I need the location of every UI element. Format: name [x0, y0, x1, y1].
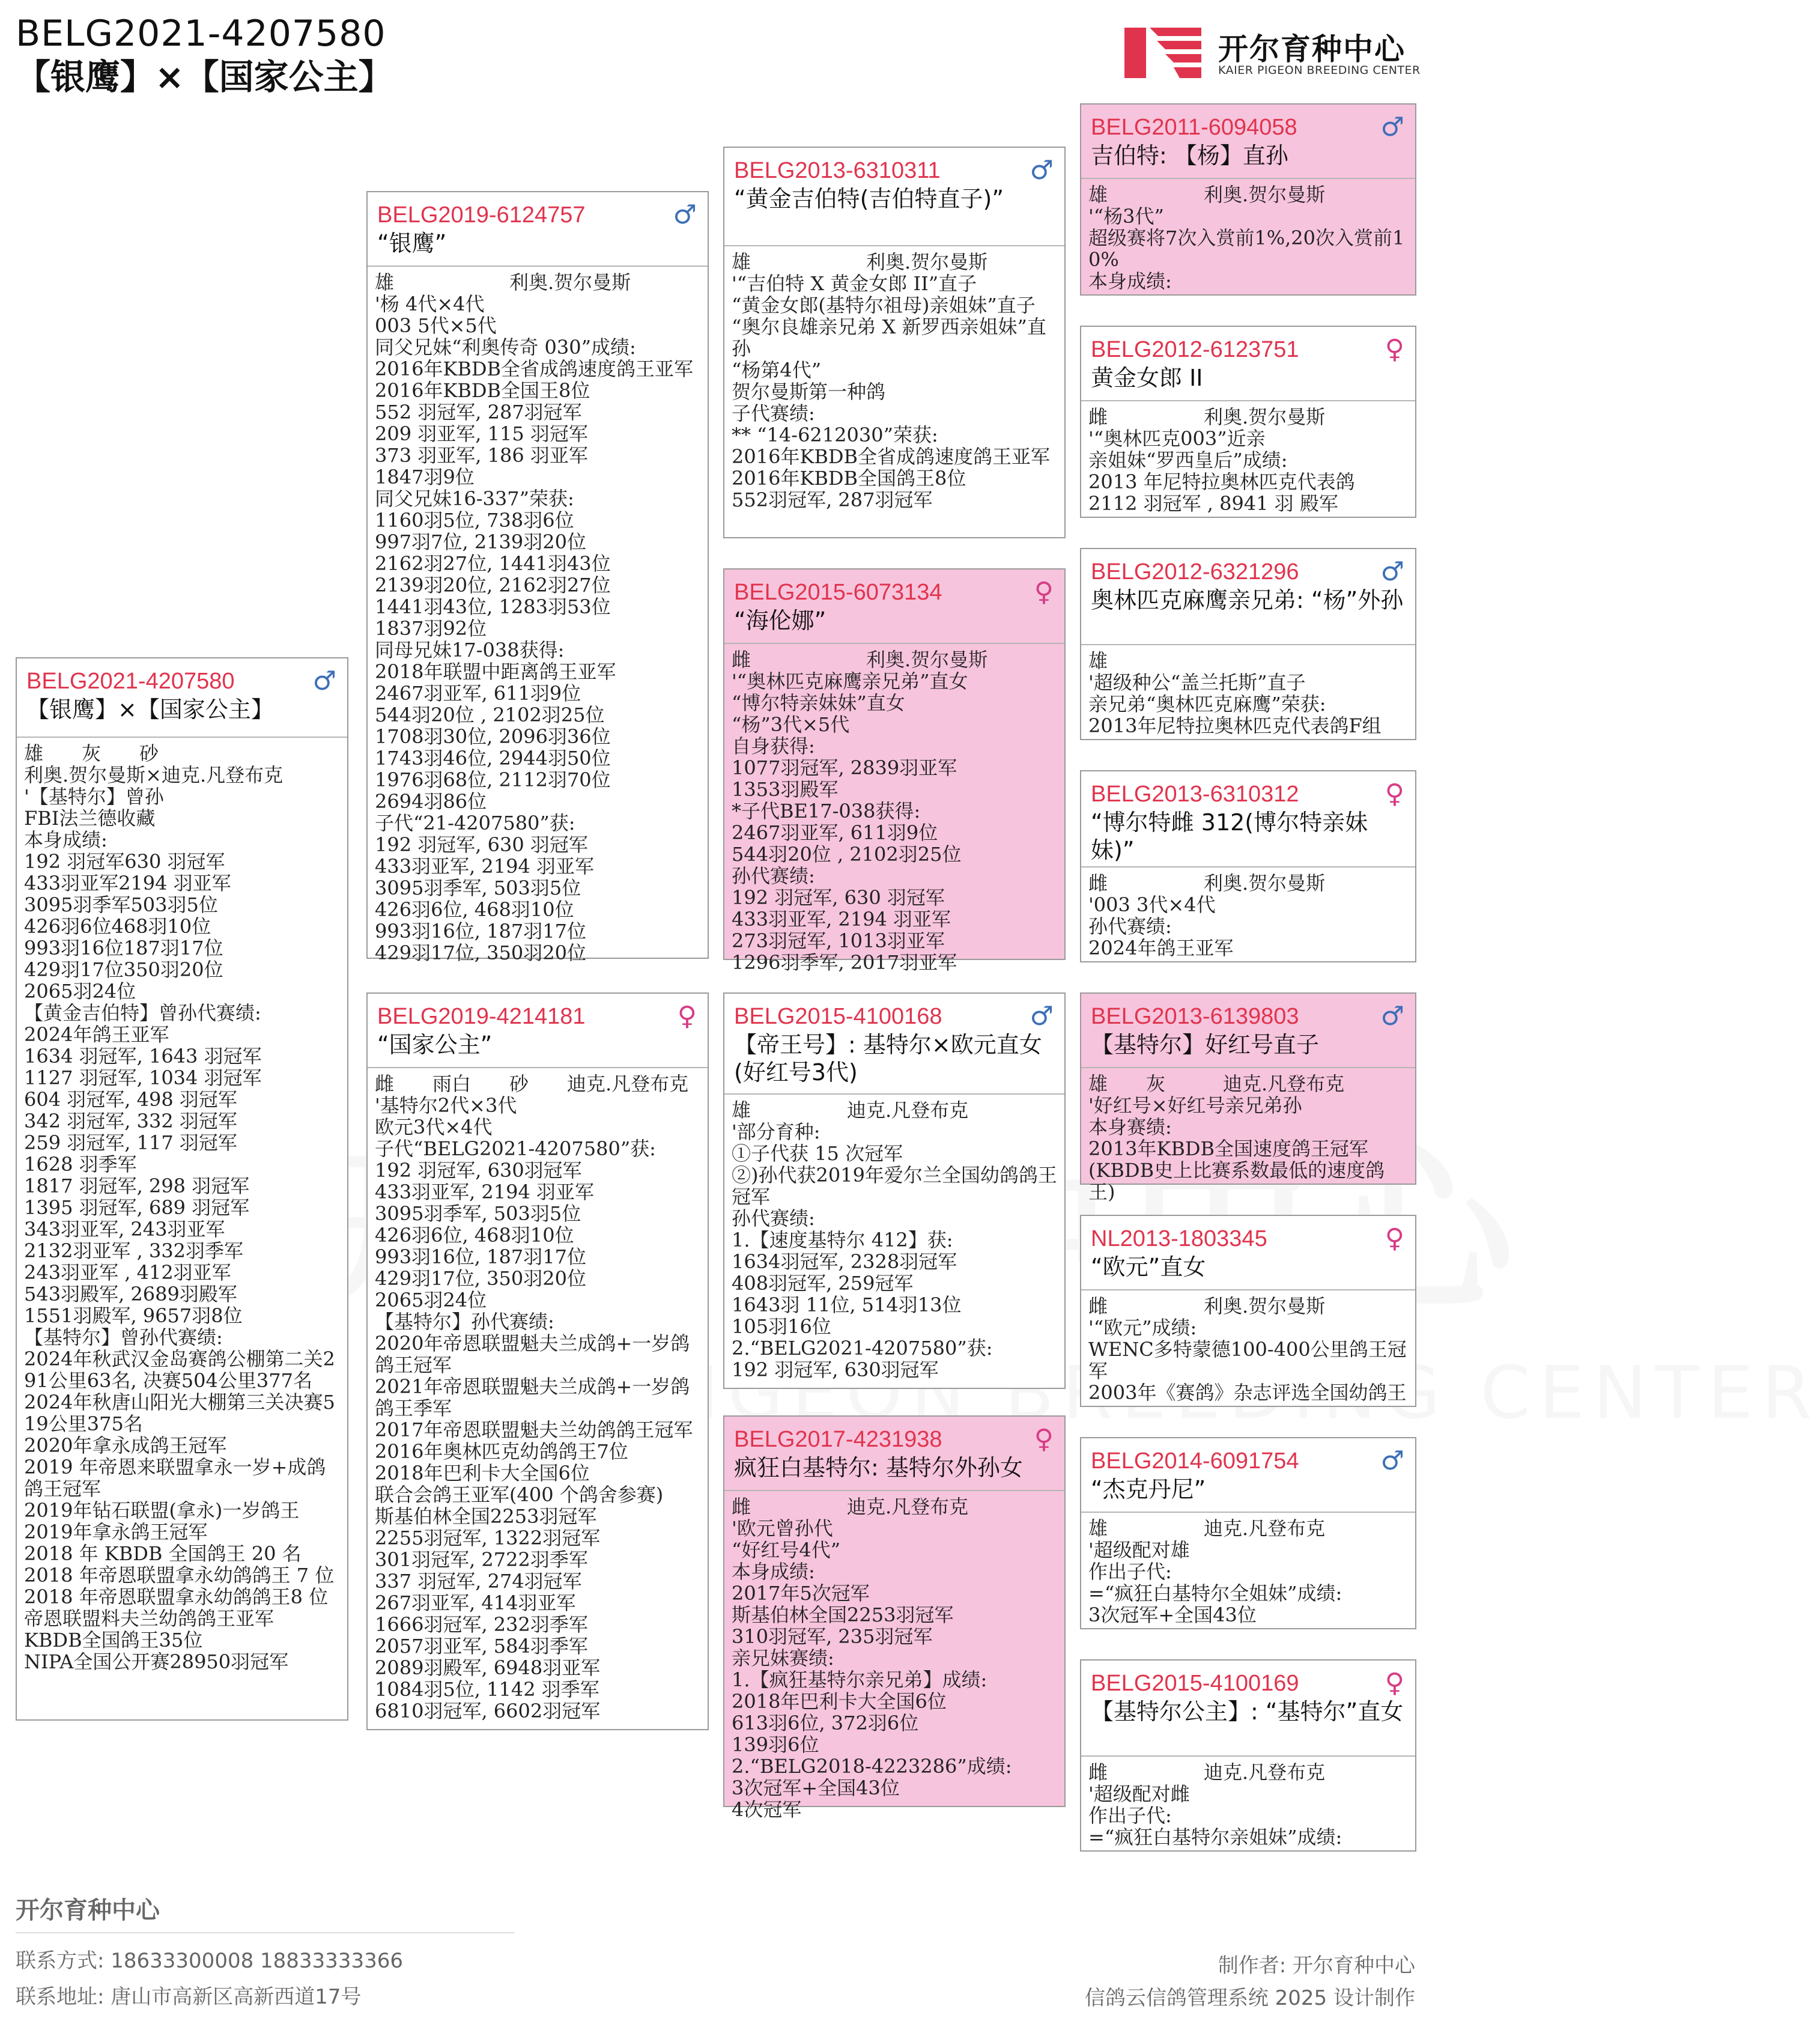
detail-line: 2057羽亚军, 584羽季军 — [375, 1635, 588, 1658]
detail-line: 267羽亚军, 414羽亚军 — [375, 1591, 576, 1614]
footer-title: 开尔育种中心 — [16, 1897, 160, 1924]
detail-line: 本身成绩: — [24, 828, 108, 851]
detail-line: 子代“BELG2021-4207580”获: — [375, 1137, 656, 1160]
female-icon: ♀ — [1034, 577, 1054, 607]
detail-line: 2018 年帝恩联盟拿永幼鸽鸽王 7 位 — [24, 1564, 335, 1587]
detail-line: 同父兄妹“利奥传奇 030”成绩: — [375, 336, 636, 359]
card-details — [1081, 645, 1415, 741]
pigeon-name: 疯狂白基特尔: 基特尔外孙女 — [734, 1454, 1023, 1481]
detail-line: 310羽冠军, 235羽冠军 — [732, 1625, 933, 1648]
ring-number: BELG2013-6310311 — [734, 158, 941, 183]
detail-line: 613羽6位, 372羽6位 — [732, 1712, 919, 1734]
card-details — [1081, 1290, 1415, 1408]
ring-number: BELG2017-4231938 — [734, 1427, 942, 1452]
card-details — [724, 1491, 1064, 1825]
ring-number: BELG2014-6091754 — [1091, 1448, 1299, 1474]
pigeon-name: 黄金女郎 II — [1091, 365, 1203, 391]
detail-line: “博尔特亲妹妹”直女 — [732, 691, 905, 714]
detail-line: “杨第4代” — [732, 359, 822, 381]
detail-line: 433羽亚军, 2194 羽亚军 — [375, 1181, 595, 1203]
card-details — [1081, 179, 1415, 297]
detail-line: 2.“BELG2021-4207580”获: — [732, 1337, 993, 1360]
card-details — [1081, 1513, 1415, 1630]
detail-line: 192 羽冠军, 630羽冠军 — [375, 1159, 582, 1182]
detail-line: “杨”3代×5代 — [732, 713, 850, 736]
detail-line: 2112 羽冠军 , 8941 羽 殿军 — [1088, 492, 1338, 515]
detail-line: 【基特尔】孙代赛绩: — [375, 1310, 554, 1333]
detail-line: 2017年帝恩联盟魁夫兰幼鸽鸽王冠军 — [375, 1418, 693, 1441]
detail-line: 1743羽46位, 2944羽50位 — [375, 747, 611, 770]
detail-line: 雌 利奥.贺尔曼斯 — [1088, 406, 1326, 428]
detail-line: 2024年秋武汉金岛赛鸽公棚第二关291公里63名, 决赛504公里377名 — [24, 1348, 335, 1392]
detail-line: 544羽20位 , 2102羽25位 — [732, 843, 962, 866]
detail-line: 433羽亚军, 2194 羽亚军 — [732, 908, 951, 931]
detail-line: ** “14-6212030”荣获: — [732, 424, 938, 446]
pigeon-name: 【基特尔公主】: “基特尔”直女 — [1091, 1698, 1404, 1725]
detail-line: 斯基伯林全国2253羽冠军 — [375, 1505, 597, 1528]
detail-line: 2024年鸽王亚军 — [1088, 937, 1234, 959]
detail-line: 1634 羽冠军, 1643 羽冠军 — [24, 1045, 262, 1068]
detail-line: 543羽殿军, 2689羽殿军 — [24, 1283, 237, 1305]
pigeon-name: 奥林匹克麻鹰亲兄弟: “杨”外孙 — [1091, 587, 1404, 613]
detail-line: 雌 迪克.凡登布克 — [1088, 1761, 1326, 1784]
ring-number: BELG2015-6073134 — [734, 580, 942, 605]
pigeon-name: “国家公主” — [377, 1032, 493, 1058]
detail-line: 【基特尔】曾孙代赛绩: — [24, 1326, 223, 1349]
detail-line: 2019 年帝恩来联盟拿永一岁+成鸽鸽王冠军 — [24, 1456, 326, 1500]
card-sdd[interactable] — [1080, 770, 1416, 962]
detail-line: 2162羽27位, 1441羽43位 — [375, 552, 611, 575]
female-icon: ♀ — [1385, 1668, 1404, 1698]
footer-system: 信鸽云信鸽管理系统 2025 设计制作 — [1084, 1986, 1415, 2010]
detail-line: 2017年5次冠军 — [732, 1582, 870, 1605]
detail-line: 192 羽冠军, 630 羽冠军 — [732, 886, 945, 909]
detail-line: 欧元3代×4代 — [375, 1116, 493, 1138]
card-dam-sire[interactable] — [723, 992, 1066, 1389]
detail-line: 552 羽冠军, 287羽冠军 — [375, 401, 582, 424]
detail-line: 同母兄妹17-038获得: — [375, 639, 565, 661]
detail-line: 2024年鸽王亚军 — [24, 1023, 169, 1046]
detail-line: 雄 利奥.贺尔曼斯 — [375, 271, 631, 294]
detail-line: 139羽6位 — [732, 1733, 819, 1756]
card-details — [1081, 401, 1415, 519]
detail-line: 604 羽冠军, 498 羽冠军 — [24, 1088, 237, 1111]
detail-line: 2024年秋唐山阳光大棚第三关决赛519公里375名 — [24, 1391, 335, 1435]
detail-line: 429羽17位, 350羽20位 — [375, 1267, 586, 1290]
detail-line: 孙代赛绩: — [732, 1207, 815, 1230]
kaier-logo-icon — [1122, 23, 1206, 83]
ring-number: BELG2019-6124757 — [377, 202, 586, 228]
detail-line: 429羽17位, 350羽20位 — [375, 941, 586, 964]
detail-line: 2018年巴利卡大全国6位 — [732, 1690, 947, 1713]
detail-line: 2018年联盟中距离鸽王亚军 — [375, 660, 616, 683]
detail-line: 雄 灰 迪克.凡登布克 — [1088, 1072, 1345, 1095]
ring-number: BELG2011-6094058 — [1091, 115, 1297, 140]
detail-line: 斯基伯林全国2253羽冠军 — [732, 1603, 954, 1626]
card-dam[interactable] — [366, 992, 709, 1730]
detail-line: 2016年奥林匹克幼鸽鸽王7位 — [375, 1440, 628, 1463]
detail-line: 本身赛绩: — [1088, 1116, 1172, 1138]
detail-line: '好红号×好红号亲兄弟孙 — [1088, 1094, 1302, 1117]
detail-line: 2018年巴利卡大全国6位 — [375, 1462, 590, 1485]
detail-line: 1127 羽冠军, 1034 羽冠军 — [24, 1066, 262, 1089]
page-title-name: 【银鹰】×【国家公主】 — [16, 56, 393, 97]
pigeon-name: “海伦娜” — [734, 607, 827, 634]
detail-line: 273羽冠军, 1013羽亚军 — [732, 929, 945, 952]
detail-line: KBDB全国鸽王35位 — [24, 1629, 203, 1652]
card-sds[interactable] — [1080, 548, 1416, 740]
detail-line: 2016年KBDB全国王8位 — [375, 379, 590, 402]
detail-line: 192 羽冠军, 630 羽冠军 — [375, 833, 588, 856]
detail-line: 雄 — [1088, 649, 1108, 672]
detail-line: 1643羽 11位, 514羽13位 — [732, 1293, 962, 1316]
detail-line: 1708羽30位, 2096羽36位 — [375, 725, 611, 748]
card-sss[interactable] — [1080, 103, 1416, 296]
ring-number: BELG2013-6310312 — [1091, 782, 1299, 807]
detail-line: 2018 年 KBDB 全国鸽王 20 名 — [24, 1542, 302, 1565]
detail-line: '超级种公“盖兰托斯”直子 — [1088, 671, 1306, 694]
detail-line: NIPA全国公开赛28950羽冠军 — [24, 1650, 289, 1673]
detail-line: 2065羽24位 — [24, 980, 136, 1003]
card-sire-sire[interactable] — [723, 147, 1066, 538]
logo-cn-text: 开尔育种中心 — [1218, 32, 1406, 67]
detail-line: 342 羽冠军, 332 羽冠军 — [24, 1110, 237, 1132]
pigeon-name: “博尔特雌 312(博尔特亲妹妹)” — [1091, 809, 1368, 863]
card-details — [1081, 868, 1415, 964]
detail-line: 2019年拿永鸽王冠军 — [24, 1521, 208, 1543]
pigeon-name: “杰克丹尼” — [1091, 1476, 1206, 1503]
detail-line: 2132羽亚军 , 332羽季军 — [24, 1239, 244, 1262]
detail-line: 雌 利奥.贺尔曼斯 — [732, 648, 988, 671]
detail-line: '003 3代×4代 — [1088, 893, 1216, 916]
ring-number: BELG2015-4100169 — [1091, 1671, 1299, 1696]
ring-number: BELG2021-4207580 — [26, 669, 235, 694]
ring-number: BELG2012-6321296 — [1091, 559, 1299, 585]
detail-line: '欧元曾孙代 — [732, 1517, 833, 1540]
detail-line: 003 5代×5代 — [375, 314, 497, 337]
detail-line: 1.【速度基特尔 412】获: — [732, 1229, 953, 1251]
detail-line: 2089羽殿军, 6948羽亚军 — [375, 1656, 601, 1679]
detail-line: 343羽亚军, 243羽亚军 — [24, 1218, 225, 1241]
card-details — [724, 1095, 1064, 1385]
brand-logo — [1122, 23, 1421, 83]
detail-line: 2020年帝恩联盟魁夫兰成鸽+一岁鸽鸽王冠军 — [375, 1332, 690, 1376]
detail-line: 2139羽20位, 2162羽27位 — [375, 574, 611, 597]
detail-line: '“奥林匹克003”近亲 — [1088, 427, 1266, 450]
card-details — [1081, 1068, 1415, 1208]
detail-line: *子代BE17-038获得: — [732, 800, 921, 822]
detail-line: =“疯狂白基特尔全姐妹”成绩: — [1088, 1582, 1342, 1605]
male-icon: ♂ — [1380, 556, 1404, 587]
detail-line: 亲兄妹赛绩: — [732, 1647, 834, 1670]
card-details — [724, 246, 1064, 515]
detail-line: “黄金女郎(基特尔祖母)亲姐妹”直子 — [732, 294, 1036, 317]
detail-line: 雌 雨白 砂 迪克.凡登布克 — [375, 1072, 689, 1095]
card-ssd[interactable] — [1080, 326, 1416, 518]
male-icon: ♂ — [1030, 1001, 1054, 1032]
detail-line: '“奥林匹克麻鹰亲兄弟”直女 — [732, 670, 968, 693]
detail-line: 2467羽亚军, 611羽9位 — [732, 821, 938, 844]
detail-line: 雌 迪克.凡登布克 — [732, 1495, 969, 1518]
detail-line: 雌 利奥.贺尔曼斯 — [1088, 1295, 1326, 1317]
ring-number: BELG2013-6139803 — [1091, 1004, 1299, 1029]
detail-line: “奥尔良雄亲兄弟 X 新罗西亲姐妹”直孙 — [732, 315, 1046, 360]
detail-line: 997羽7位, 2139羽20位 — [375, 530, 586, 553]
detail-line: 408羽冠军, 259冠军 — [732, 1272, 914, 1295]
detail-line: '杨 4代×4代 — [375, 293, 485, 315]
detail-line: 433羽亚军, 2194 羽亚军 — [375, 855, 595, 878]
male-icon: ♂ — [312, 666, 336, 696]
detail-line: 426羽6位468羽10位 — [24, 915, 211, 938]
detail-line: '部分育种: — [732, 1120, 821, 1143]
detail-line: 作出子代: — [1088, 1804, 1172, 1827]
detail-line: 雄 灰 砂 — [24, 742, 159, 765]
detail-line: 2467羽亚军, 611羽9位 — [375, 682, 581, 705]
detail-line: 利奥.贺尔曼斯×迪克.凡登布克 — [24, 764, 284, 786]
footer-address: 联系地址: 唐山市高新区高新西道17号 — [16, 1985, 362, 2009]
detail-line: 自身获得: — [732, 735, 815, 758]
detail-line: 2013年尼特拉奥林匹克代表鸽F组 — [1088, 714, 1382, 737]
male-icon: ♂ — [1380, 1001, 1404, 1032]
detail-line: 3次冠军+全国43位 — [732, 1776, 900, 1799]
detail-line: 雄 利奥.贺尔曼斯 — [1088, 183, 1326, 206]
detail-line: 雌 利奥.贺尔曼斯 — [1088, 872, 1326, 895]
detail-line: '“杨3代” — [1088, 205, 1164, 228]
pigeon-name: 吉伯特: 【杨】直孙 — [1091, 142, 1288, 169]
detail-line: 373 羽亚军, 186 羽亚军 — [375, 444, 588, 467]
detail-line: 亲兄弟“奥林匹克麻鹰”荣获: — [1088, 693, 1326, 716]
detail-line: 105羽16位 — [732, 1315, 831, 1338]
detail-line: 1084羽5位, 1142 羽季军 — [375, 1678, 599, 1701]
detail-line: ②)孙代获2019年爱尔兰全国幼鸽鸽王冠军 — [732, 1164, 1057, 1208]
footer-divider — [16, 1932, 514, 1933]
card-details — [17, 738, 347, 1677]
detail-line: WENC多特蒙德100-400公里鸽王冠军 — [1088, 1338, 1407, 1382]
detail-line: 429羽17位350羽20位 — [24, 958, 223, 981]
detail-line: 544羽20位 , 2102羽25位 — [375, 704, 605, 726]
ring-number: BELG2019-4214181 — [377, 1004, 586, 1029]
card-details — [1081, 1757, 1415, 1853]
detail-line: 贺尔曼斯第一种鸽 — [732, 380, 886, 403]
detail-line: 雄 利奥.贺尔曼斯 — [732, 251, 988, 273]
detail-line: 1817 羽冠军, 298 羽冠军 — [24, 1175, 250, 1197]
detail-line: 2016年KBDB全省成鸽速度鸽王亚军 — [732, 445, 1051, 468]
pigeon-name: “黄金吉伯特(吉伯特直子)” — [734, 186, 1004, 212]
detail-line: 帝恩联盟料夫兰幼鸽鸽王亚军 — [24, 1607, 275, 1630]
detail-line: 超级赛将7次入赏前1%,20次入赏前10% — [1088, 226, 1405, 271]
female-icon: ♀ — [1385, 1223, 1404, 1254]
detail-line: 301羽冠军, 2722羽季军 — [375, 1548, 588, 1571]
detail-line: 209 羽亚军, 115 羽冠军 — [375, 422, 588, 445]
detail-line: '超级配对雄 — [1088, 1539, 1190, 1561]
card-ddd[interactable] — [1080, 1659, 1416, 1852]
detail-line: 同父兄妹16-337”荣获: — [375, 487, 574, 510]
detail-line: 1353羽殿军 — [732, 778, 839, 801]
detail-line: 2019年钻石联盟(拿永)一岁鸽王 — [24, 1499, 300, 1522]
card-sire-dam[interactable] — [723, 568, 1066, 974]
footer-maker: 制作者: 开尔育种中心 — [1218, 1954, 1415, 1978]
pigeon-name: 【银鹰】×【国家公主】 — [26, 696, 274, 723]
pigeon-name: “欧元”直女 — [1091, 1254, 1206, 1280]
detail-line: 337 羽冠军, 274羽冠军 — [375, 1570, 582, 1593]
pigeon-name: 【帝王号】: 基特尔×欧元直女(好红号3代) — [734, 1032, 1042, 1086]
detail-line: 2013 年尼特拉奥林匹克代表鸽 — [1088, 470, 1355, 493]
male-icon: ♂ — [673, 199, 697, 230]
card-details — [724, 644, 1064, 978]
detail-line: 亲姐妹“罗西皇后”成绩: — [1088, 449, 1288, 472]
detail-line: 552羽冠军, 287羽冠军 — [732, 488, 933, 511]
ring-number: NL2013-1803345 — [1091, 1226, 1267, 1251]
detail-line: 1628 羽季军 — [24, 1153, 137, 1176]
card-details — [368, 267, 708, 968]
detail-line: 192 羽冠军630 羽冠军 — [24, 850, 225, 873]
detail-line: 1296羽季军, 2017羽亚军 — [732, 951, 957, 974]
male-icon: ♂ — [1380, 112, 1404, 142]
detail-line: “好红号4代” — [732, 1539, 841, 1561]
page-title-ring: BELG2021-4207580 — [16, 13, 386, 55]
detail-line: =“疯狂白基特尔亲姐妹”成绩: — [1088, 1826, 1342, 1849]
card-dss[interactable] — [1080, 992, 1416, 1203]
detail-line: 2020年拿永成鸽王冠军 — [24, 1434, 227, 1457]
detail-line: '“欧元”成绩: — [1088, 1316, 1197, 1339]
detail-line: '超级配对雌 — [1088, 1782, 1190, 1805]
card-dam-dam[interactable] — [723, 1415, 1066, 1821]
detail-line: 雄 迪克.凡登布克 — [1088, 1517, 1326, 1540]
female-icon: ♀ — [1385, 779, 1404, 809]
detail-line: 6810羽冠军, 6602羽冠军 — [375, 1700, 601, 1722]
detail-line: 426羽6位, 468羽10位 — [375, 1224, 574, 1247]
detail-line: 1160羽5位, 738羽6位 — [375, 509, 574, 532]
detail-line: 3095羽季军503羽5位 — [24, 893, 218, 916]
detail-line: 3095羽季军, 503羽5位 — [375, 1202, 581, 1225]
detail-line: '“吉伯特 X 黄金女郎 II”直子 — [732, 272, 977, 295]
detail-line: 1.【疯狂基特尔亲兄弟】成绩: — [732, 1668, 987, 1691]
female-icon: ♀ — [1034, 1424, 1054, 1454]
detail-line: 雄 迪克.凡登布克 — [732, 1099, 969, 1122]
card-details — [368, 1068, 708, 1727]
detail-line: 1077羽冠军, 2839羽亚军 — [732, 756, 957, 779]
card-sire[interactable] — [366, 191, 709, 964]
detail-line: 2013年KBDB全国速度鸽王冠军 — [1088, 1137, 1369, 1160]
detail-line: 2016年KBDB全国鸽王8位 — [732, 467, 966, 490]
detail-line: 3095羽季军, 503羽5位 — [375, 877, 581, 899]
pigeon-name: “银鹰” — [377, 230, 447, 257]
detail-line: 433羽亚军2194 羽亚军 — [24, 872, 231, 895]
detail-line: 1395 羽冠军, 689 羽冠军 — [24, 1196, 250, 1219]
card-dds[interactable] — [1080, 1437, 1416, 1629]
detail-line: 【黄金吉伯特】曾孙代赛绩: — [24, 1001, 261, 1024]
detail-line: 孙代赛绩: — [732, 865, 815, 887]
detail-line: 4次冠军 — [732, 1798, 802, 1821]
male-icon: ♂ — [1380, 1445, 1404, 1476]
detail-line: 1441羽43位, 1283羽53位 — [375, 595, 611, 618]
detail-line: ①子代获 15 次冠军 — [732, 1142, 903, 1165]
card-subject[interactable] — [16, 657, 348, 1721]
detail-line: 2065羽24位 — [375, 1289, 487, 1311]
detail-line: 426羽6位, 468羽10位 — [375, 898, 574, 921]
detail-line: 1666羽冠军, 232羽季军 — [375, 1613, 588, 1636]
male-icon: ♂ — [1030, 155, 1054, 186]
detail-line: 子代赛绩: — [732, 402, 815, 425]
detail-line: '【基特尔】曾孙 — [24, 785, 164, 808]
female-icon: ♀ — [1385, 334, 1404, 365]
detail-line: 2694羽86位 — [375, 790, 487, 813]
detail-line: 1976羽68位, 2112羽70位 — [375, 768, 611, 791]
card-dsd[interactable] — [1080, 1215, 1416, 1407]
detail-line: 993羽16位187羽17位 — [24, 937, 223, 959]
detail-line: 2003年《赛鸽》杂志评选全国幼鸽王 — [1088, 1381, 1407, 1404]
detail-line: 2021年帝恩联盟魁夫兰成鸽+一岁鸽鸽王季军 — [375, 1375, 690, 1420]
ring-number: BELG2015-4100168 — [734, 1004, 942, 1029]
detail-line: 1837羽92位 — [375, 617, 487, 640]
detail-line: '基特尔2代×3代 — [375, 1094, 517, 1117]
pigeon-name: 【基特尔】好红号直子 — [1091, 1032, 1320, 1058]
detail-line: 993羽16位, 187羽17位 — [375, 1245, 586, 1268]
female-icon: ♀ — [677, 1001, 697, 1032]
detail-line: 3次冠军+全国43位 — [1088, 1603, 1257, 1626]
detail-line: 259 羽冠军, 117 羽冠军 — [24, 1131, 237, 1154]
detail-line: 993羽16位, 187羽17位 — [375, 920, 586, 943]
detail-line: 243羽亚军 , 412羽亚军 — [24, 1261, 231, 1284]
logo-en-text: KAIER PIGEON BREEDING CENTER — [1218, 64, 1421, 77]
footer-contact: 联系方式: 18633300008 18833333366 — [16, 1949, 403, 1973]
detail-line: FBI法兰德收藏 — [24, 807, 156, 830]
detail-line: 联合会鸽王亚军(400 个鸽舍参赛) — [375, 1483, 664, 1506]
detail-line: 1634羽冠军, 2328羽冠军 — [732, 1250, 957, 1273]
detail-line: 2.“BELG2018-4223286”成绩: — [732, 1755, 1012, 1778]
detail-line: 子代“21-4207580”获: — [375, 812, 575, 834]
detail-line: 本身成绩: — [732, 1560, 815, 1583]
detail-line: 192 羽冠军, 630羽冠军 — [732, 1358, 939, 1381]
ring-number: BELG2012-6123751 — [1091, 337, 1299, 362]
detail-line: 1551羽殿军, 9657羽8位 — [24, 1304, 243, 1327]
detail-line: 1847羽9位 — [375, 466, 475, 488]
detail-line: 2255羽冠军, 1322羽冠军 — [375, 1527, 601, 1549]
detail-line: 本身成绩: — [1088, 270, 1172, 293]
detail-line: 孙代赛绩: — [1088, 915, 1172, 938]
detail-line: 2018 年帝恩联盟拿永幼鸽鸽王8 位 — [24, 1585, 329, 1608]
detail-line: 作出子代: — [1088, 1560, 1172, 1583]
detail-line: 2016年KBDB全省成鸽速度鸽王亚军 — [375, 357, 694, 380]
detail-line: (KBDB史上比赛系数最低的速度鸽王) — [1088, 1159, 1385, 1203]
